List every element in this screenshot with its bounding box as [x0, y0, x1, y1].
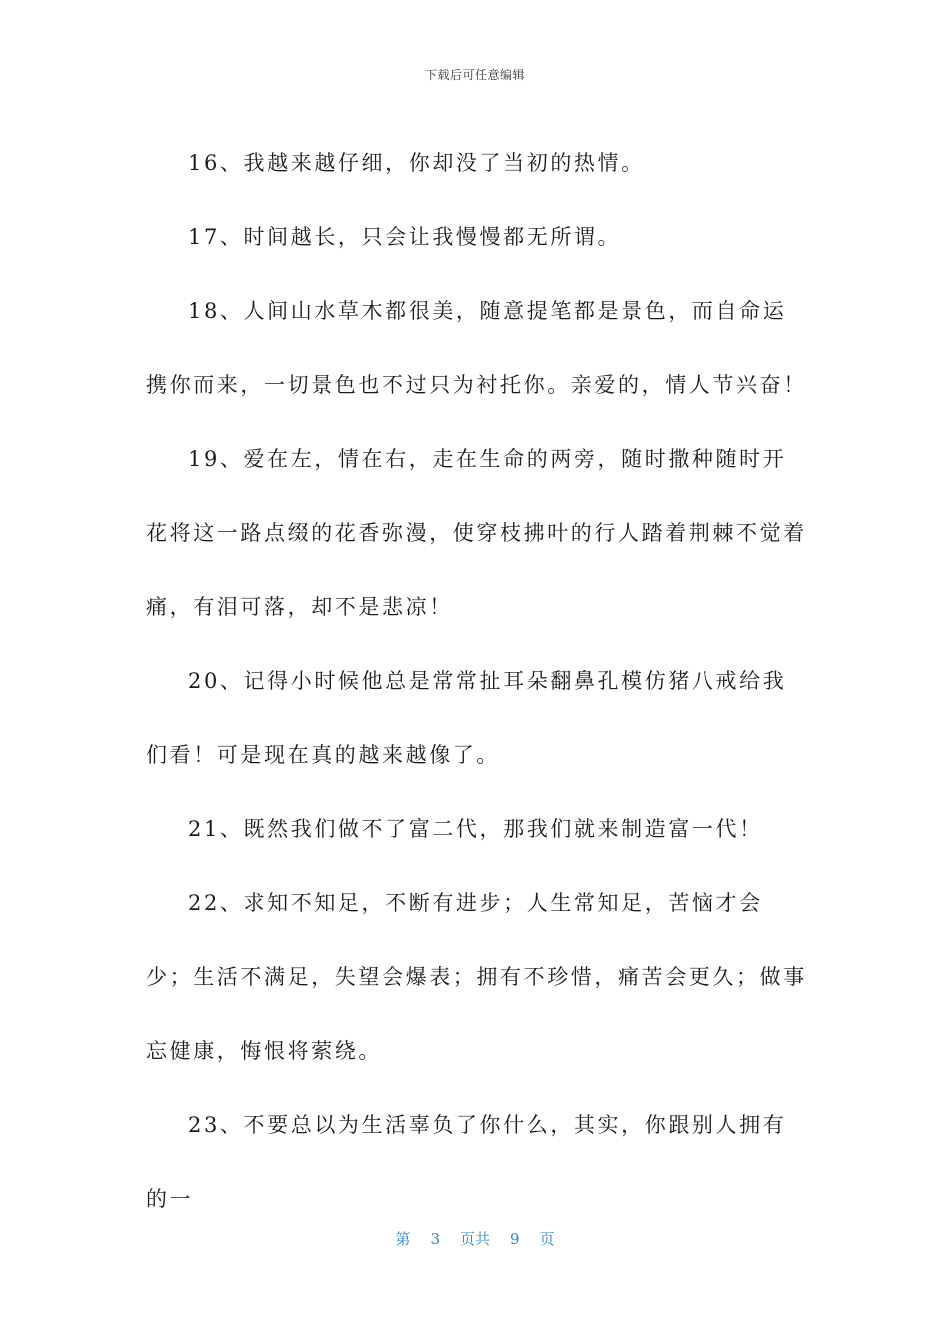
paragraph-19: 19、爱在左，情在右，走在生命的两旁，随时撒种随时开花将这一路点缀的花香弥漫，使穿枝拂叶的行人踏着荆棘不觉着痛，有泪可落，却不是悲凉！	[146, 447, 807, 619]
paragraph-22: 22、求知不知足，不断有进步；人生常知足，苦恼才会少；生活不满足，失望会爆表；拥有不珍惜，痛苦会更久；做事忘健康，悔恨将萦绕。	[146, 891, 807, 1063]
paragraph-16: 16、我越来越仔细，你却没了当初的热情。	[188, 151, 645, 175]
paragraph-17: 17、时间越长，只会让我慢慢都无所谓。	[188, 225, 622, 249]
paragraph-21: 21、既然我们做不了富二代，那我们就来制造富一代！	[188, 817, 763, 841]
footer-label-of: 页共	[459, 1230, 490, 1248]
footer-current-page: 3	[430, 1230, 440, 1248]
paragraph-20: 20、记得小时候他总是常常扯耳朵翻鼻孔模仿猪八戒给我们看！可是现在真的越来越像了。	[146, 669, 787, 767]
document-body	[146, 126, 808, 1236]
footer-label-end: 页	[539, 1230, 555, 1248]
paragraph-18: 18、人间山水草木都很美，随意提笔都是景色，而自命运携你而来，一切景色也不过只为衬托你。亲爱的，情人节兴奋！	[146, 299, 807, 397]
footer-label-page: 第	[395, 1230, 411, 1248]
page-header: 下载后可任意编辑	[424, 68, 525, 82]
paragraph-23: 23、不要总以为生活辜负了你什么，其实，你跟别人拥有的一	[146, 1113, 787, 1211]
page-footer	[0, 1228, 950, 1249]
footer-total-pages: 9	[510, 1230, 520, 1248]
